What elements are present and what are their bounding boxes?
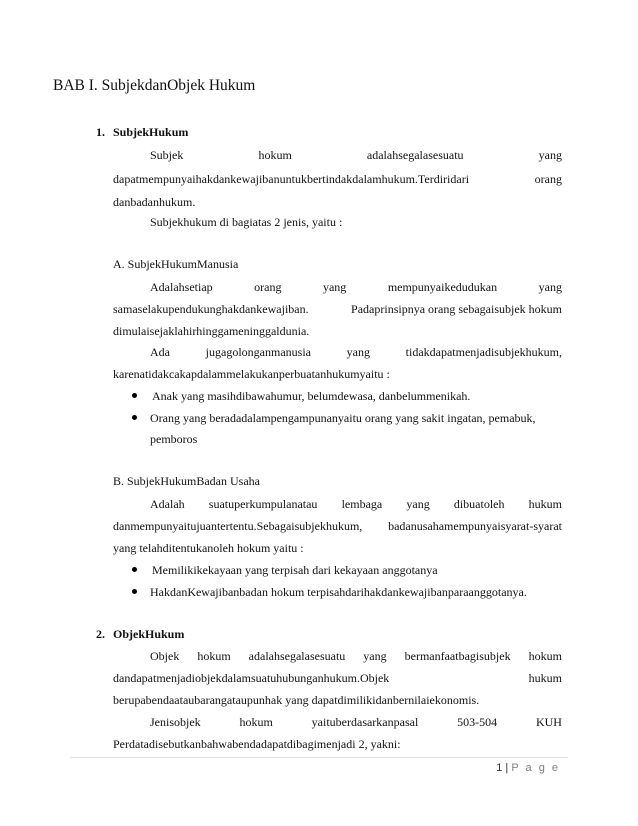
b-line-2: danmempunyaitujuantertentu.Sebagaisubjekhukum, badanusahamempunyaisyarat-syarat	[113, 519, 562, 533]
section-1-number: 1.	[96, 125, 105, 139]
chapter-title: BAB I. SubjekdanObjek Hukum	[53, 77, 256, 94]
footer-separator: |	[505, 762, 509, 774]
page-label: P a g e	[511, 762, 560, 774]
b-bullet-2: HakdanKewajibanbadan hokum terpisahdarihakdankewajibanparaanggotanya.	[150, 585, 527, 599]
subsection-b-heading: B. SubjekHukumBadan Usaha	[113, 474, 260, 488]
b-bullet-1: Memilikikekayaan yang terpisah dari kekayaan anggotanya	[152, 563, 438, 577]
s1-paragraph-2: Subjekhukum di bagiatas 2 jenis, yaitu :	[150, 215, 343, 229]
section-2-number: 2.	[96, 627, 105, 641]
footer-divider	[70, 757, 568, 758]
bullet-icon	[132, 393, 137, 398]
a-bullet-2-continued: pemboros	[150, 432, 198, 446]
bullet-icon	[132, 589, 137, 594]
bullet-icon	[132, 567, 137, 572]
bullet-icon	[132, 415, 137, 420]
a-bullet-2: Orang yang beradadalampengampunanyaitu orang yang sakit ingatan, pemabuk,	[150, 411, 536, 425]
s1-paragraph-line-1: Subjek hokum adalahsegalasesuatu yang	[150, 148, 562, 162]
a-line-5: karenatidakcakapdalammelakukanperbuatanhukumyaitu :	[113, 367, 390, 381]
a-line-2: samaselakupendukunghakdankewajiban. Padaprinsipnya orang sebagaisubjek hokum	[113, 302, 562, 316]
s2-line-1: Objek hokum adalahsegalasesuatu yang bermanfaatbagisubjek hokum	[150, 649, 562, 663]
section-2-heading: ObjekHukum	[113, 627, 185, 641]
s1-paragraph-line-3: danbadanhukum.	[113, 195, 196, 209]
s2-line-3: berupabendaataubarangataupunhak yang dapatdimilikidanbernilaiekonomis.	[113, 693, 480, 707]
s1-paragraph-line-2: dapatmempunyaihakdankewajibanuntukbertindakdalamhukum.Terdiridari orang	[113, 172, 562, 186]
s2-line-5: Perdatadisebutkanbahwabendadapatdibagimenjadi 2, yakni:	[113, 737, 401, 751]
b-line-1: Adalah suatuperkumpulanatau lembaga yang dibuatoleh hukum	[150, 497, 562, 511]
subsection-a-heading: A. SubjekHukumManusia	[113, 257, 239, 271]
b-line-3: yang telahditentukanoleh hokum yaitu :	[113, 541, 304, 555]
a-line-3: dimulaisejaklahirhinggameninggaldunia.	[113, 324, 310, 338]
a-line-1: Adalahsetiap orang yang mempunyaikedudukan yang	[150, 280, 562, 294]
page-number: 1	[496, 762, 503, 774]
section-1-heading: SubjekHukum	[113, 125, 189, 139]
s2-line-2: dandapatmenjadiobjekdalamsuatuhubunganhukum.Objek hukum	[113, 671, 562, 685]
s2-line-4: Jenisobjek hokum yaituberdasarkanpasal 503-504 KUH	[150, 715, 562, 729]
page-footer	[496, 762, 560, 775]
a-bullet-1: Anak yang masihdibawahumur, belumdewasa, danbelummenikah.	[152, 389, 471, 403]
a-line-4: Ada jugagolonganmanusia yang tidakdapatmenjadisubjekhukum,	[150, 345, 562, 359]
